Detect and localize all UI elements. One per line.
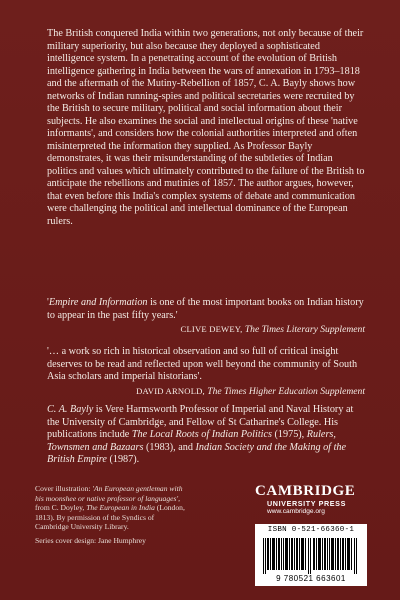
quote-author: CLIVE DEWEY, (180, 324, 245, 334)
design-credit: Series cover design: Jane Humphrey (35, 535, 146, 545)
publisher-subtitle: UNIVERSITY PRESS (267, 499, 346, 508)
isbn-barcode (255, 524, 367, 586)
quote-open-mark: ' (47, 297, 49, 308)
quote-text: is one of the most important books on Indian history to appear in the past fifty years.' (47, 297, 364, 321)
blurb-text: The British conquered India within two generations, not only because of their military superiority, but also because they deployed a sophisticated intelligence system. In a penetrating account of the evolution of British intelligence gathering in India between the wars of annexation in 1793–1818 and the aftermath of the Mutiny-Rebellion of 1857, C. A. Bayly shows how networks of Indian running-spies and political secretaries were recruited by the British to secure military, political and social information about their subjects. He also examines the social and intellectual origins of these 'native informants', and considers how the colonial authorities interpreted and often misinterpreted the information they supplied. As Professor Bayly demonstrates, it was their misunderstanding of the subtleties of Indian politics and values which ultimately contributed to the failure of the British to anticipate the rebellions and mutinies of 1857. The author argues, however, that even before this India's complex systems of debate and communication were challenging the political and intellectual dominance of the European rulers. (47, 28, 365, 227)
review-quote-dewey (47, 297, 365, 337)
bio-text: (1987). (106, 454, 140, 465)
bio-book-title: Rulers, Townsmen and Bazaars (47, 429, 336, 453)
credit-text: Cover illustration: (35, 484, 93, 493)
illustration-title: 'An European gentleman with his moonshee or native professor of languages' (35, 484, 183, 503)
bio-text: (1983), and (143, 441, 196, 453)
quote-source: The Times Higher Education Supplement (207, 385, 365, 397)
credit-text: , from C. Doyley, (35, 493, 180, 513)
publisher-website: www.cambridge.org (267, 508, 325, 515)
bio-text: (1975), (271, 429, 307, 440)
barcode-icon (263, 538, 359, 574)
cover-credits (35, 484, 185, 550)
quote-source: The Times Literary Supplement (244, 324, 365, 335)
bio-book-title: The Local Roots of Indian Politics (131, 429, 272, 440)
author-bio (47, 404, 365, 467)
barcode-digits: 9 780521 663601 (276, 574, 346, 583)
quote-attribution (47, 385, 365, 399)
quote-text: '… a work so rich in historical observation and so full of critical insight deserves to be read and reflected upon well beyond the community of South Asia scholars and imperial historians'. (47, 346, 358, 382)
bio-book-title: Indian Society and the Making of the British Empire (47, 441, 347, 465)
author-name: C. A. Bayly (47, 404, 94, 415)
credit-text: (London, 1813). By permission of the Syndics of Cambridge University Library. (35, 503, 185, 532)
source-book-title: The European in India (86, 503, 155, 513)
publisher-logo (255, 484, 375, 516)
quote-book-title: Empire and Information (48, 297, 148, 308)
bio-text: is Vere Harmsworth Professor of Imperial and Naval History at the University of Cambridge, and Fellow of St Catharine's College. His publications include (47, 404, 354, 440)
illustration-credit (35, 484, 185, 532)
quote-author: DAVID ARNOLD, (136, 385, 208, 396)
review-quote-arnold (47, 346, 365, 398)
isbn-number: ISBN 0-521-66360-1 (267, 526, 355, 534)
publisher-name: CAMBRIDGE (255, 483, 356, 499)
quote-attribution (47, 323, 365, 337)
